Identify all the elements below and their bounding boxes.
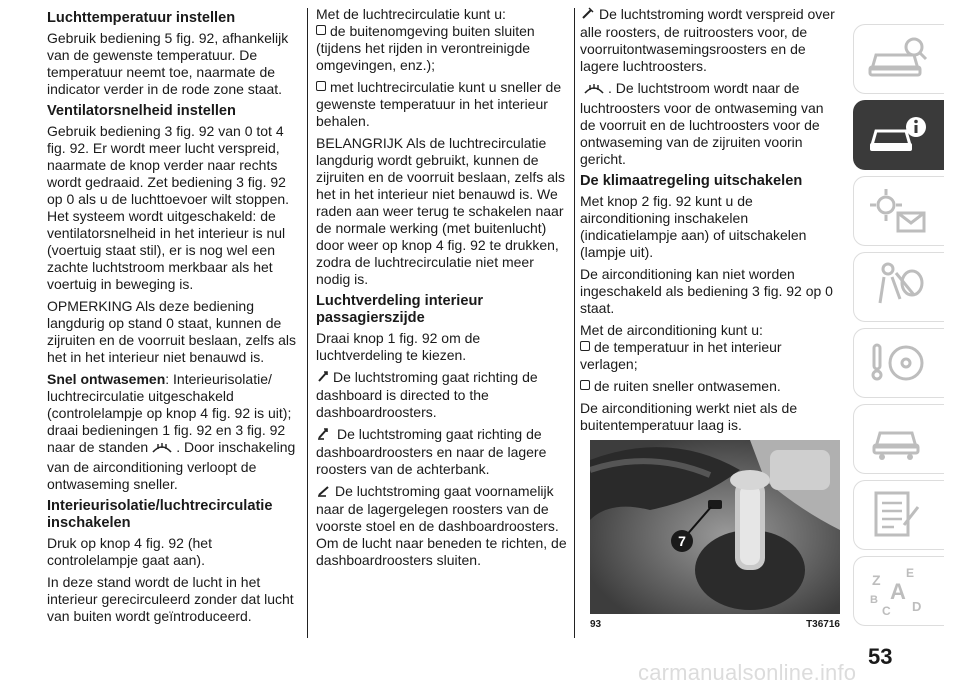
vent-mode-1-text: De luchtstroming gaat richting de dashboard is directed to the dashboardroosters. (316, 369, 538, 420)
quick-defog-text-2: . Door inschakeling van de airconditioning verloopt de ontwaseming sneller. (47, 439, 296, 492)
figure-number: 93 (590, 619, 602, 630)
tab-car-overview[interactable] (853, 24, 944, 94)
column-divider-2 (574, 8, 575, 638)
vent-mode-5 (580, 80, 838, 168)
steering-wheel-icon (866, 335, 932, 391)
svg-text:E: E (906, 566, 915, 580)
paragraph-quick-defog (47, 371, 297, 493)
paragraph-fan-speed: Gebruik bediening 3 fig. 92 van 0 tot 4 fig. 92. Er wordt meer lucht verspreid, naarmate de knop verder naar rechts wordt gedraaid. Zet bediening 3 fig. 92 op 0 als u de luchttoevoer wilt stoppen. Het systeem wordt uitgeschakeld: de ventilatorsnelheid in het interieur is nul (voertuig staat stil), er is nog wel een zachte luchtstroom merkbaar als het voertuig in beweging is. (47, 123, 290, 292)
watermark: carmanualsonline.info (638, 660, 857, 685)
heading-recirculation: Interieurisolatie/luchtrecirculatie inschakelen (47, 498, 273, 531)
tab-emergency[interactable] (853, 404, 944, 474)
paragraph-recirculation-1: Druk op knop 4 fig. 92 (het controlelampje gaat aan). (47, 535, 212, 568)
car-emergency-icon (866, 411, 932, 467)
tab-warning-lights[interactable] (853, 176, 944, 246)
bullet-icon (316, 81, 326, 91)
list-item-text: de buitenomgeving buiten sluiten (tijdens het rijden in verontreinigde omgevingen, enz.); (316, 23, 535, 73)
heading-air-temperature: Luchttemperatuur instellen (47, 10, 236, 26)
vent-mode-3 (316, 483, 568, 569)
heading-fan-speed: Ventilatorsnelheid instellen (47, 103, 236, 119)
quick-defog-text: : Interieurisolatie/ luchtrecirculatie uitgeschakeld (controlelampje op knop 4 fig. 92 is uit); draai bedieningen 1 fig. 92 en 3 fig. 92 naar de standen (47, 371, 292, 455)
car-info-icon (866, 107, 932, 163)
tab-starting-driving[interactable] (853, 328, 944, 398)
list-item (316, 79, 568, 130)
svg-text:A: A (890, 579, 906, 604)
airflow-face-icon (316, 369, 330, 387)
paragraph-ac-2: De airconditioning kan niet worden ingeschakeld als bediening 3 fig. 92 op 0 staat. (580, 266, 833, 316)
figure-code: T36716 (806, 619, 840, 630)
vent-mode-3-text: De luchtstroming gaat voornamelijk naar de lagergelegen roosters van de voorste stoel en de dashboardroosters. Om de lucht naar beneden te richten, de dashboardroosters sluiten. (316, 483, 567, 568)
svg-text:D: D (912, 599, 922, 614)
airbag-icon (866, 259, 932, 315)
paragraph-note: OPMERKING Als deze bediening langdurig op stand 0 staat, kunnen de zijruiten en de voorruit beslaan, zelfs als het in het interieur niet benauwd is. (47, 298, 297, 365)
defrost-icon (583, 82, 605, 100)
paragraph-ac-3: Met de airconditioning kunt u: (580, 322, 763, 338)
paragraph-recirculation-2: In deze stand wordt de lucht in het interieur gerecirculeerd zonder dat lucht van buiten wordt geïntroduceerd. (47, 574, 294, 624)
vent-mode-4 (580, 6, 838, 75)
list-item (580, 339, 838, 373)
car-search-icon (866, 31, 932, 87)
tab-car-info[interactable] (853, 100, 944, 170)
list-item (316, 23, 568, 74)
list-item-text: de temperatuur in het interieur verlagen; (580, 339, 782, 372)
checklist-icon (866, 487, 932, 543)
heading-ac-off: De klimaatregeling uitschakelen (580, 173, 803, 189)
bullet-icon (316, 25, 326, 35)
figure-photo (590, 440, 840, 614)
column-1 (47, 6, 297, 630)
paragraph-air-distribution: Draai knop 1 fig. 92 om de luchtverdeling te kiezen. (316, 330, 481, 363)
svg-text:C: C (882, 604, 891, 618)
warning-light-icon (866, 183, 932, 239)
vent-mode-5-text: . De luchtstroom wordt naar de luchtroosters voor de ontwaseming van de voorruit en de luchtroosters voor de ontwaseming van de zijruiten voorin gericht. (580, 80, 824, 167)
paragraph-recirc-intro: Met de luchtrecirculatie kunt u: (316, 6, 506, 22)
bullet-icon (580, 341, 590, 351)
svg-text:B: B (870, 594, 878, 606)
paragraph-important: BELANGRIJK Als de luchtrecirculatie langdurig wordt gebruikt, kunnen de zijruiten en de voorruit beslaan, zelfs als het in het interieur niet benauwd is. We raden aan weer terug te schakelen naar de normale werking (met buitenlucht) door weer op knop 4 fig. 92 te drukken, zodra de luchtrecirculatie niet meer nodig is. (316, 135, 566, 287)
column-3 (580, 6, 838, 439)
list-item-text: de ruiten sneller ontwasemen. (594, 378, 781, 394)
vent-mode-1 (316, 369, 568, 421)
column-2 (316, 6, 568, 574)
quick-defog-label: Snel ontwasemen (47, 371, 166, 387)
airflow-face-feet-icon (316, 426, 334, 444)
vent-mode-2 (316, 426, 568, 478)
airflow-windshield-feet-icon (580, 6, 596, 24)
svg-text:Z: Z (872, 572, 881, 588)
defrost-icon (151, 441, 173, 459)
paragraph-ac-1: Met knop 2 fig. 92 kunt u de airconditioning inschakelen (indicatielampje aan) of uitschakelen (lampje uit). (580, 193, 807, 260)
chapter-sidebar (853, 24, 943, 634)
vent-mode-4-text: De luchtstroming wordt verspreid over alle roosters, de ruitroosters voor, de voorruitontwasemingsroosters en de lagere luchtroosters. (580, 6, 835, 74)
paragraph-ac-4: De airconditioning werkt niet als de buitentemperatuur laag is. (580, 400, 798, 433)
bullet-icon (580, 380, 590, 390)
list-item (580, 378, 838, 395)
vent-mode-2-text: De luchtstroming gaat richting de dashboardroosters en naar de lagere roosters van de achterbank. (316, 426, 547, 477)
tab-maintenance[interactable] (853, 480, 944, 550)
heading-air-distribution: Luchtverdeling interieur passagierszijde (316, 293, 484, 326)
airflow-feet-icon (316, 483, 332, 501)
tab-index[interactable] (853, 556, 944, 626)
list-item-text: met luchtrecirculatie kunt u sneller de gewenste temperatuur in het interieur behalen. (316, 79, 562, 129)
column-divider-1 (307, 8, 308, 638)
page-number: 53 (868, 644, 893, 669)
tab-safety[interactable] (853, 252, 944, 322)
alphabet-index-icon (866, 563, 932, 619)
figure-callout-7: 7 (678, 533, 686, 549)
paragraph-air-temperature: Gebruik bediening 5 fig. 92, afhankelijk van de gewenste temperatuur. De temperatuur neemt toe, naarmate de indicator verder in de rode zone staat. (47, 30, 289, 97)
